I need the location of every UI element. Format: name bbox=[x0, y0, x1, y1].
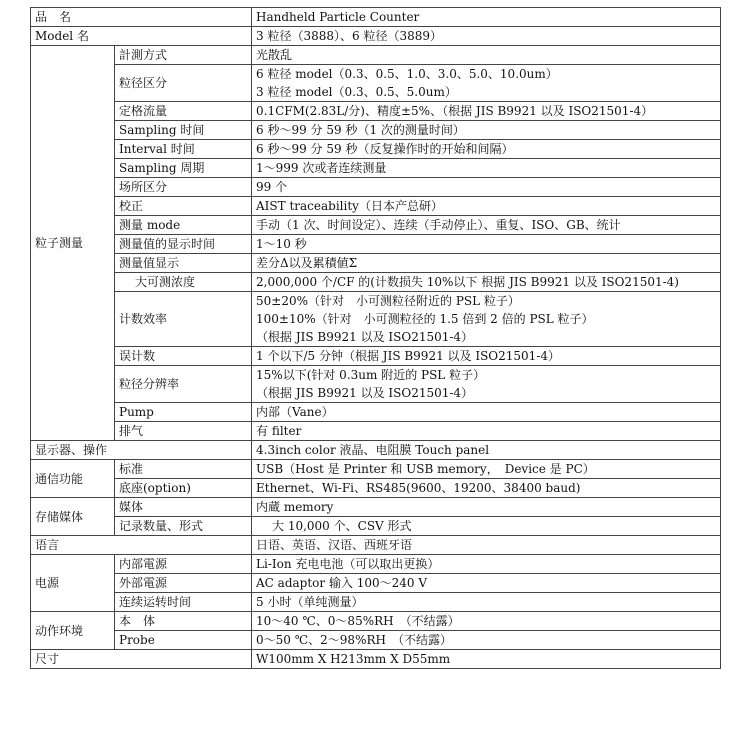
row-value: 10～40 ℃、0～85%RH （不结露） bbox=[252, 612, 721, 631]
group-label: 动作环境 bbox=[31, 612, 115, 650]
row-value bbox=[252, 292, 721, 347]
row-value: 0.1CFM(2.83L/分)、精度±5%、（根据 JIS B9921 以及 ISO21501-4） bbox=[252, 102, 721, 121]
table-row bbox=[31, 65, 721, 102]
value-line: 100±10%（针对 小可测粒径的 1.5 倍到 2 倍的 PSL 粒子） bbox=[256, 312, 594, 326]
row-label: 外部電源 bbox=[115, 574, 252, 593]
table-row bbox=[31, 178, 721, 197]
row-value: W100mm X H213mm X D55mm bbox=[252, 650, 721, 669]
table-row bbox=[31, 441, 721, 460]
row-value: 1～999 次或者连续测量 bbox=[252, 159, 721, 178]
row-label: 记录数量、形式 bbox=[115, 517, 252, 536]
row-label: 显示器、操作 bbox=[31, 441, 252, 460]
row-label: Model 名 bbox=[31, 27, 252, 46]
group-label: 粒子测量 bbox=[31, 46, 115, 441]
table-row bbox=[31, 612, 721, 631]
row-label: 大可测浓度 bbox=[115, 273, 252, 292]
row-value: 内部（Vane） bbox=[252, 403, 721, 422]
table-row bbox=[31, 216, 721, 235]
row-value: USB（Host 是 Printer 和 USB memory， Device 是 PC） bbox=[252, 460, 721, 479]
table-row bbox=[31, 121, 721, 140]
value-line: 50±20%（针对 小可测粒径附近的 PSL 粒子） bbox=[256, 294, 520, 308]
row-value bbox=[252, 65, 721, 102]
row-label: 尺寸 bbox=[31, 650, 252, 669]
spec-table bbox=[30, 7, 721, 669]
row-value: 4.3inch color 液晶、电阻膜 Touch panel bbox=[252, 441, 721, 460]
row-value: 1 个以下/5 分钟（根据 JIS B9921 以及 ISO21501-4） bbox=[252, 347, 721, 366]
table-row bbox=[31, 102, 721, 121]
value-line: （根据 JIS B9921 以及 ISO21501-4） bbox=[256, 330, 474, 344]
row-label: Sampling 时间 bbox=[115, 121, 252, 140]
row-label: 粒径区分 bbox=[115, 65, 252, 102]
table-row bbox=[31, 517, 721, 536]
table-row bbox=[31, 631, 721, 650]
row-label: 校正 bbox=[115, 197, 252, 216]
table-row bbox=[31, 366, 721, 403]
table-row bbox=[31, 27, 721, 46]
row-value: 光散乱 bbox=[252, 46, 721, 65]
row-label: 语言 bbox=[31, 536, 252, 555]
row-label: Interval 时间 bbox=[115, 140, 252, 159]
row-value bbox=[252, 366, 721, 403]
row-label: 排气 bbox=[115, 422, 252, 441]
table-row bbox=[31, 403, 721, 422]
row-label: 本 体 bbox=[115, 612, 252, 631]
row-value: Li-Ion 充电电池（可以取出更换） bbox=[252, 555, 721, 574]
row-label: 粒径分辨率 bbox=[115, 366, 252, 403]
row-value: 0～50 ℃、2～98%RH （不结露） bbox=[252, 631, 721, 650]
row-label: 误计数 bbox=[115, 347, 252, 366]
table-row bbox=[31, 422, 721, 441]
row-value: 1～10 秒 bbox=[252, 235, 721, 254]
value-line: 15%以下(针对 0.3um 附近的 PSL 粒子） bbox=[256, 368, 486, 382]
table-row bbox=[31, 292, 721, 347]
row-value: 3 粒径（3888）、6 粒径（3889） bbox=[252, 27, 721, 46]
row-label: 场所区分 bbox=[115, 178, 252, 197]
table-row bbox=[31, 197, 721, 216]
row-value: 6 秒～99 分 59 秒（反复操作时的开始和间隔） bbox=[252, 140, 721, 159]
table-row bbox=[31, 650, 721, 669]
table-row bbox=[31, 498, 721, 517]
row-label: 計測方式 bbox=[115, 46, 252, 65]
table-row bbox=[31, 460, 721, 479]
group-label: 通信功能 bbox=[31, 460, 115, 498]
row-value: Ethernet、Wi-Fi、RS485(9600、19200、38400 baud) bbox=[252, 479, 721, 498]
row-value: 内蔵 memory bbox=[252, 498, 721, 517]
row-label: Sampling 周期 bbox=[115, 159, 252, 178]
row-label: 内部電源 bbox=[115, 555, 252, 574]
row-label: 品 名 bbox=[31, 8, 252, 27]
row-value: 手动（1 次、时间设定）、连续（手动停止）、重复、ISO、GB、统计 bbox=[252, 216, 721, 235]
table-row bbox=[31, 8, 721, 27]
table-row bbox=[31, 46, 721, 65]
row-label: 测量值显示 bbox=[115, 254, 252, 273]
table-row bbox=[31, 479, 721, 498]
row-label: 定格流量 bbox=[115, 102, 252, 121]
row-value: Handheld Particle Counter bbox=[252, 8, 721, 27]
row-value: 大 10,000 个、CSV 形式 bbox=[252, 517, 721, 536]
row-label: Pump bbox=[115, 403, 252, 422]
row-value: 5 小时（单纯测量） bbox=[252, 593, 721, 612]
table-row bbox=[31, 593, 721, 612]
table-row bbox=[31, 159, 721, 178]
table-row bbox=[31, 254, 721, 273]
row-value: 2,000,000 个/CF 的(计数损失 10%以下 根据 JIS B9921 以及 ISO21501-4) bbox=[252, 273, 721, 292]
value-line: （根据 JIS B9921 以及 ISO21501-4） bbox=[256, 386, 474, 400]
row-value: 差分Δ以及累積値Σ bbox=[252, 254, 721, 273]
table-row bbox=[31, 347, 721, 366]
table-row bbox=[31, 536, 721, 555]
value-line: 6 粒径 model（0.3、0.5、1.0、3.0、5.0、10.0um） bbox=[256, 67, 558, 81]
row-label: Probe bbox=[115, 631, 252, 650]
group-label: 存储媒体 bbox=[31, 498, 115, 536]
row-value: AC adaptor 输入 100～240 V bbox=[252, 574, 721, 593]
value-line: 3 粒径 model（0.3、0.5、5.0um） bbox=[256, 85, 457, 99]
row-label: 计数效率 bbox=[115, 292, 252, 347]
row-label: 媒体 bbox=[115, 498, 252, 517]
row-label: 测量值的显示时间 bbox=[115, 235, 252, 254]
row-label: 标准 bbox=[115, 460, 252, 479]
table-row bbox=[31, 273, 721, 292]
row-value: 99 个 bbox=[252, 178, 721, 197]
row-value: 有 filter bbox=[252, 422, 721, 441]
table-row bbox=[31, 235, 721, 254]
table-row bbox=[31, 555, 721, 574]
group-label: 电源 bbox=[31, 555, 115, 612]
row-value: 日语、英语、汉语、西班牙语 bbox=[252, 536, 721, 555]
row-value: 6 秒～99 分 59 秒（1 次的测量时间） bbox=[252, 121, 721, 140]
table-row bbox=[31, 140, 721, 159]
table-row bbox=[31, 574, 721, 593]
row-label: 测量 mode bbox=[115, 216, 252, 235]
row-label: 底座(option) bbox=[115, 479, 252, 498]
row-label: 连续运转时间 bbox=[115, 593, 252, 612]
row-value: AIST traceability（日本产总研） bbox=[252, 197, 721, 216]
